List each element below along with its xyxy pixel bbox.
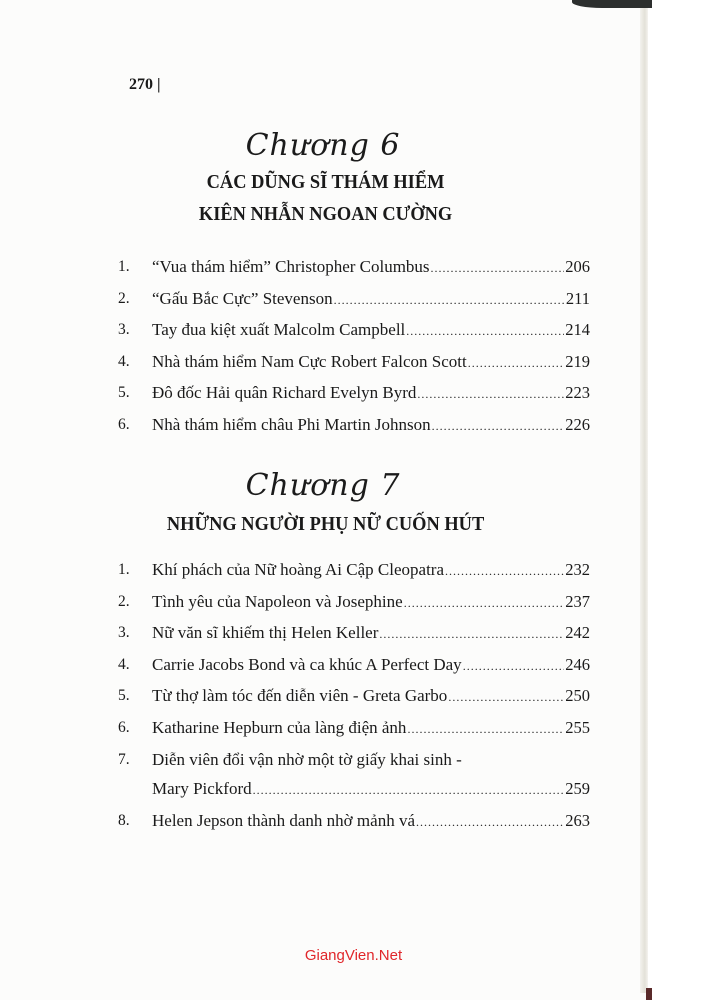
toc-item-page: 232 (565, 560, 590, 579)
chapter-7-title (28, 508, 622, 540)
toc-item-title: Từ thợ làm tóc đến diễn viên - Greta Garbo (152, 686, 448, 706)
toc-item[interactable] (118, 618, 590, 650)
toc-item-number: 6. (118, 718, 130, 736)
chapter-6-label: Chương 6 (245, 128, 401, 163)
toc-item-number: 2. (118, 592, 130, 610)
watermark-link[interactable]: GiangVien.Net (304, 947, 403, 964)
chapter-7-label: Chương 7 (245, 468, 401, 503)
toc-item-number: 1. (118, 258, 130, 275)
toc-item[interactable] (118, 347, 590, 379)
toc-item-page: 263 (565, 810, 590, 830)
chapter-6-title (28, 166, 622, 230)
dot-leader (448, 683, 564, 713)
toc-item-number: 2. (118, 289, 130, 307)
dot-leader (417, 380, 564, 410)
toc-item[interactable] (118, 806, 590, 838)
toc-item[interactable] (118, 284, 590, 316)
toc-item-title: “Vua thám hiểm” Christopher Columbus (152, 257, 430, 276)
toc-item-page: 250 (565, 686, 590, 706)
toc-item-title: Tay đua kiệt xuất Malcolm Campbell (152, 320, 406, 340)
toc-item-title: Helen Jepson thành danh nhờ mảnh vá (152, 810, 415, 830)
page-number: 270 | (129, 76, 161, 93)
toc-item-page: 206 (565, 257, 590, 276)
toc-item-page: 211 (565, 288, 590, 308)
toc-item[interactable] (118, 410, 590, 442)
toc-item-title-line-1: Diễn viên đổi vận nhờ một tờ giấy khai sinh - (152, 749, 462, 769)
toc-item-page: 246 (565, 654, 590, 674)
dot-leader (463, 652, 565, 682)
chapter-6-title-line-2: KIÊN NHẪN NGOAN CƯỜNG (198, 203, 453, 225)
chapter-7-toc (118, 555, 590, 837)
book-cover-corner (572, 0, 652, 8)
toc-item-number: 3. (118, 624, 130, 642)
toc-item-page: 226 (565, 414, 590, 434)
toc-item[interactable] (118, 252, 590, 284)
toc-item-page: 214 (565, 320, 590, 340)
book-cover-bottom (646, 988, 652, 1000)
toc-item[interactable] (118, 681, 590, 713)
toc-item[interactable] (118, 745, 590, 806)
dot-leader (468, 349, 565, 379)
toc-item-number: 6. (118, 415, 130, 433)
toc-item[interactable] (118, 555, 590, 587)
dot-leader (379, 620, 564, 650)
toc-item-number: 8. (118, 811, 130, 829)
toc-item[interactable] (118, 650, 590, 682)
dot-leader (407, 715, 564, 745)
toc-item-page: 255 (565, 717, 590, 737)
toc-item-title: “Gấu Bắc Cực” Stevenson (152, 288, 333, 308)
dot-leader (432, 412, 565, 442)
dot-leader (404, 589, 565, 619)
dot-leader (253, 776, 565, 806)
toc-item-page: 223 (565, 383, 590, 403)
toc-item-title: Katharine Hepburn của làng điện ảnh (152, 717, 407, 737)
toc-item-title: Khí phách của Nữ hoàng Ai Cập Cleopatra (152, 560, 444, 579)
toc-item-number: 7. (118, 750, 130, 768)
toc-item[interactable] (118, 587, 590, 619)
toc-item-title: Tình yêu của Napoleon và Josephine (152, 591, 403, 611)
toc-item-number: 1. (118, 561, 130, 578)
chapter-6-toc (118, 252, 590, 442)
toc-item-title: Nhà thám hiểm Nam Cực Robert Falcon Scott (152, 351, 467, 371)
dot-leader (431, 254, 565, 284)
toc-item[interactable] (118, 315, 590, 347)
toc-item-number: 5. (118, 687, 130, 705)
chapter-7-title-line-1: NHỮNG NGƯỜI PHỤ NỮ CUỐN HÚT (166, 513, 485, 535)
toc-item-page: 219 (565, 351, 590, 371)
dot-leader (445, 557, 564, 587)
dot-leader (406, 317, 564, 347)
toc-item-page: 237 (565, 591, 590, 611)
toc-item[interactable] (118, 713, 590, 745)
toc-item-title: Đô đốc Hải quân Richard Evelyn Byrd (152, 383, 417, 403)
dot-leader (334, 286, 565, 316)
toc-item-title: Nữ văn sĩ khiếm thị Helen Keller (152, 623, 379, 643)
toc-item-number: 5. (118, 384, 130, 402)
chapter-6-title-line-1: CÁC DŨNG SĨ THÁM HIỂM (206, 171, 445, 193)
dot-leader (416, 808, 564, 838)
toc-item-title: Carrie Jacobs Bond và ca khúc A Perfect Day (152, 654, 462, 674)
toc-item-title: Mary Pickford (152, 779, 252, 799)
toc-item-page: 259 (565, 779, 590, 799)
toc-item[interactable] (118, 378, 590, 410)
toc-item-title: Nhà thám hiểm châu Phi Martin Johnson (152, 414, 431, 434)
toc-item-page: 242 (565, 623, 590, 643)
toc-item-number: 4. (118, 655, 130, 673)
toc-item-number: 3. (118, 321, 130, 339)
toc-item-number: 4. (118, 352, 130, 370)
